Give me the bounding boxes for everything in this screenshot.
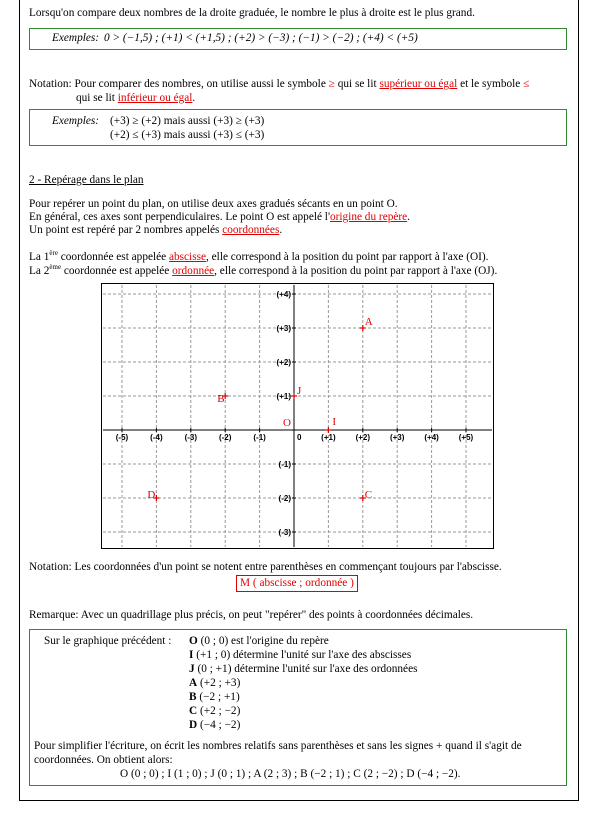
summary-simplify-2: coordonnées. On obtient alors: — [34, 754, 173, 766]
x-tick-label: (-5) — [115, 433, 129, 442]
origin-label: O — [283, 417, 291, 429]
remarque-text: Remarque: Avec un quadrillage plus précis, on peut "repérer" des points à coordonnées décimales. — [29, 609, 474, 621]
y-tick-label: (+2) — [276, 358, 291, 367]
plan-line-2: En général, ces axes sont perpendiculaires. Le point O est appelé l'origine du repère. — [29, 211, 410, 223]
x-tick-label: (+3) — [389, 433, 405, 442]
plan-line-1: Pour repérer un point du plan, on utilise deux axes gradués sécants en un point O. — [29, 198, 398, 210]
point-j-label: J — [297, 385, 302, 397]
x-tick-label: (-2) — [218, 433, 232, 442]
coordinate-graph — [101, 283, 494, 549]
examples-box-2 — [29, 109, 567, 146]
summary-row-text: (+1 ; 0) détermine l'unité sur l'axe des abscisses — [193, 649, 412, 661]
summary-row-point-name: O — [189, 635, 198, 647]
summary-row-d — [189, 719, 240, 732]
point-c-label: C — [364, 489, 373, 501]
term-superieur-ou-egal: supérieur ou égal — [379, 78, 458, 90]
examples-line-2b: (+2) ≤ (+3) mais aussi (+3) ≤ (+3) — [110, 129, 265, 141]
x-tick-label: (+2) — [355, 433, 371, 442]
x-tick-label: (-1) — [253, 433, 266, 442]
section-title: 2 - Repérage dans le plan — [29, 174, 144, 186]
x-tick-label: (-3) — [184, 433, 198, 442]
coords-line-1: La 1ère coordonnée est appelée abscisse, elle correspond à la position du point par rapport à l'axe (OI). — [29, 249, 489, 263]
examples-content-1: 0 > (−1,5) ; (+1) < (+1,5) ; (+2) > (−3) ; (−1) > (−2) ; (+4) < (+5) — [104, 32, 418, 44]
summary-row-point-name: D — [189, 719, 198, 731]
term-coordonnees: coordonnées — [222, 224, 280, 236]
point-d-label: D — [147, 489, 156, 501]
formula-text: M ( abscisse ; ordonnée ) — [240, 577, 354, 589]
coords-line-2: La 2ème coordonnée est appelée ordonnée, elle correspond à la position du point par rapport à l'axe (OJ). — [29, 263, 498, 277]
term-ordonnee: ordonnée — [172, 264, 215, 277]
term-inferieur-ou-egal: inférieur ou égal — [117, 92, 193, 104]
summary-row-b — [189, 691, 240, 704]
summary-row-text: (+2 ; −2) — [197, 705, 241, 717]
notation-1-line-2: qui se lit inférieur ou égal. — [76, 92, 196, 104]
y-tick-label: (+3) — [276, 324, 291, 333]
y-tick-label: (-3) — [278, 528, 291, 537]
summary-row-text: (0 ; 0) est l'origine du repère — [197, 635, 329, 647]
x-tick-label: 0 — [297, 433, 302, 442]
summary-intro: Sur le graphique précédent : — [44, 635, 172, 647]
summary-row-text: (0 ; +1) détermine l'unité sur l'axe des ordonnées — [194, 663, 418, 675]
summary-row-point-name: B — [189, 691, 197, 703]
examples-label-1: Exemples: — [52, 32, 100, 44]
examples-label-2: Exemples: — [52, 115, 100, 127]
examples-box-1 — [29, 28, 567, 50]
summary-row-point-name: C — [189, 705, 198, 717]
symbol-le: ≤ — [523, 78, 530, 90]
y-tick-label: (-1) — [278, 460, 291, 469]
summary-row-text: (+2 ; +3) — [197, 677, 241, 689]
term-origine-du-repere: origine du repère — [329, 211, 408, 223]
notation-2-text: Notation: Les coordonnées d'un point se notent entre parenthèses en commençant toujours par l'abscisse. — [29, 561, 502, 573]
point-i-label: I — [332, 416, 337, 428]
summary-row-point-name: A — [189, 677, 198, 689]
summary-row-i — [189, 649, 411, 662]
summary-row-text: (−2 ; +1) — [196, 691, 240, 703]
examples-line-2a: (+3) ≥ (+2) mais aussi (+3) ≥ (+3) — [110, 115, 265, 127]
x-tick-label: (+1) — [321, 433, 336, 442]
x-tick-label: (+4) — [424, 433, 439, 442]
formula-box — [236, 575, 358, 592]
point-b-label: B — [217, 393, 225, 405]
y-tick-label: (+1) — [276, 392, 291, 401]
graph-frame — [102, 284, 494, 549]
summary-row-j — [189, 663, 417, 676]
notation-1-label: Notation: — [29, 78, 72, 90]
symbol-ge: ≥ — [328, 78, 335, 90]
plan-line-3: Un point est repéré par 2 nombres appelés coordonnées. — [29, 224, 283, 236]
intro-text: Lorsqu'on compare deux nombres de la droite graduée, le nombre le plus à droite est le plus grand. — [29, 7, 475, 19]
y-tick-label: (-2) — [278, 494, 291, 503]
notation-1-line-1: Notation: Pour comparer des nombres, on utilise aussi le symbole ≥ qui se lit supérieur ou égal et le symbole ≤ — [29, 78, 530, 90]
summary-row-a — [189, 677, 240, 690]
summary-box — [29, 629, 567, 786]
summary-row-point-name: J — [189, 663, 195, 675]
summary-row-point-name: I — [189, 649, 194, 661]
summary-row-text: (−4 ; −2) — [197, 719, 241, 731]
x-tick-label: (-4) — [150, 433, 163, 442]
term-abscisse: abscisse — [168, 250, 207, 263]
summary-row-o — [189, 635, 329, 648]
summary-row-c — [189, 705, 240, 718]
point-a-label: A — [364, 316, 373, 328]
summary-simplify-1: Pour simplifier l'écriture, on écrit les nombres relatifs sans parenthèses et sans les signes + quand il s'agit de — [34, 740, 522, 752]
summary-result: O (0 ; 0) ; I (1 ; 0) ; J (0 ; 1) ; A (2 ; 3) ; B (−2 ; 1) ; C (2 ; −2) ; D (−4 ; −2). — [120, 768, 461, 780]
y-tick-label: (+4) — [276, 290, 291, 299]
x-tick-label: (+5) — [458, 433, 474, 442]
